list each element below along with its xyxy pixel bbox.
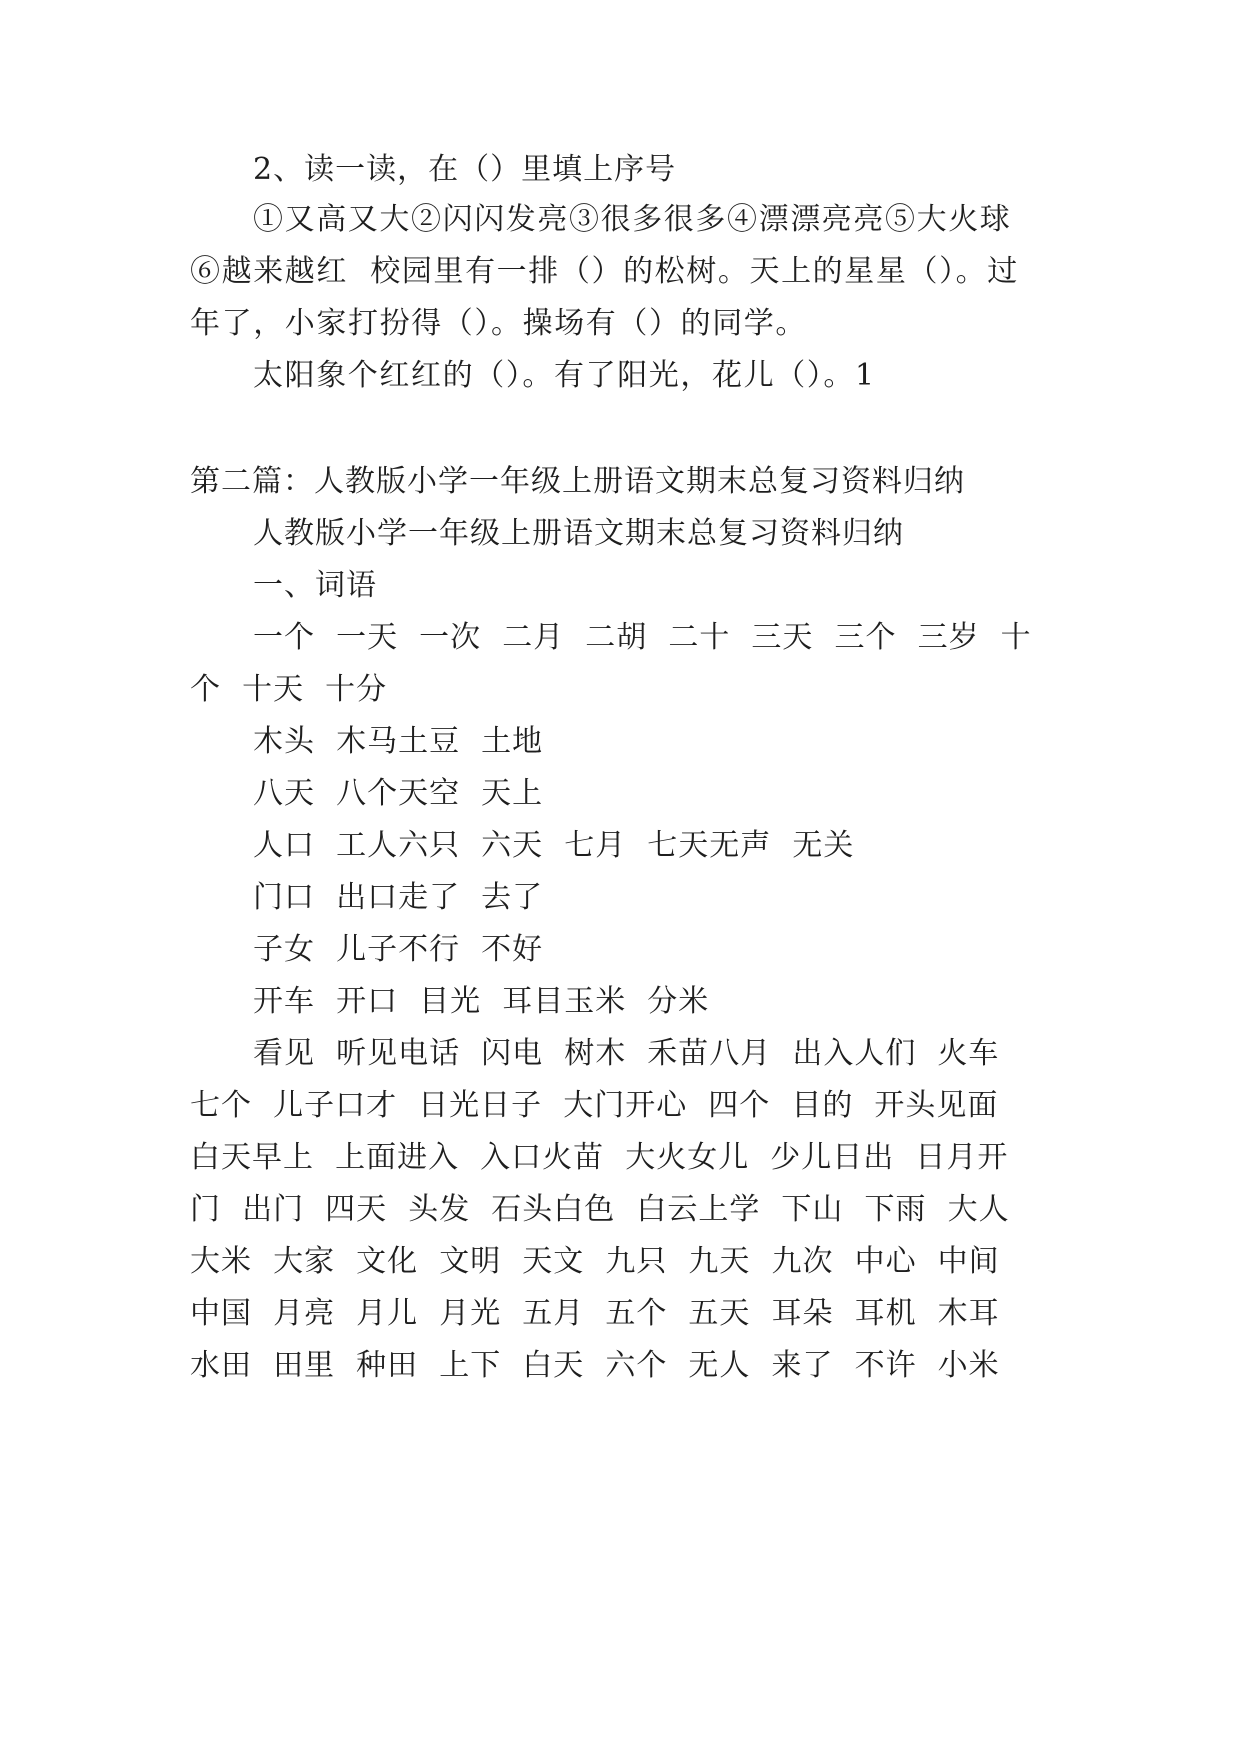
word-line: 人口 工人六只 六天 七月 七天无声 无关: [253, 828, 855, 863]
section-heading: 一、词语: [253, 568, 377, 603]
chapter-title: 第二篇：人教版小学一年级上册语文期末总复习资料归纳: [190, 464, 965, 499]
word-line: 木头 木马土豆 土地: [253, 724, 544, 759]
exercise-line: 年了，小家打扮得（）。操场有（）的同学。: [190, 306, 807, 341]
chapter-subtitle: 人教版小学一年级上册语文期末总复习资料归纳: [253, 516, 904, 551]
options-line: ①又高又大②闪闪发亮③很多很多④漂漂亮亮⑤大火球: [253, 202, 1012, 237]
word-line: 门口 出口走了 去了: [253, 880, 544, 915]
word-line: 八天 八个天空 天上: [253, 776, 544, 811]
word-line: 白天早上 上面进入 入口火苗 大火女儿 少儿日出 日月开: [190, 1140, 1009, 1175]
word-line: 门 出门 四天 头发 石头白色 白云上学 下山 下雨 大人: [190, 1192, 1010, 1227]
question-heading: 2、读一读，在（）里填上序号: [253, 152, 677, 187]
word-line: 一个 一天 一次 二月 二胡 二十 三天 三个 三岁 十: [253, 620, 1032, 655]
exercise-line: 太阳象个红红的（）。有了阳光，花儿（）。1: [253, 358, 876, 393]
exercise-line: ⑥越来越红 校园里有一排（）的松树。天上的星星（）。过: [190, 254, 1019, 289]
word-line: 中国 月亮 月儿 月光 五月 五个 五天 耳朵 耳机 木耳: [190, 1296, 1000, 1331]
word-line: 七个 儿子口才 日光日子 大门开心 四个 目的 开头见面: [190, 1088, 999, 1123]
word-line: 开车 开口 目光 耳目玉米 分米: [253, 984, 710, 1019]
word-line: 水田 田里 种田 上下 白天 六个 无人 来了 不许 小米: [190, 1348, 1000, 1383]
word-line: 看见 听见电话 闪电 树木 禾苗八月 出入人们 火车: [253, 1036, 1000, 1071]
word-line: 个 十天 十分: [190, 672, 388, 707]
word-line: 子女 儿子不行 不好: [253, 932, 544, 967]
word-line: 大米 大家 文化 文明 天文 九只 九天 九次 中心 中间: [190, 1244, 1000, 1279]
